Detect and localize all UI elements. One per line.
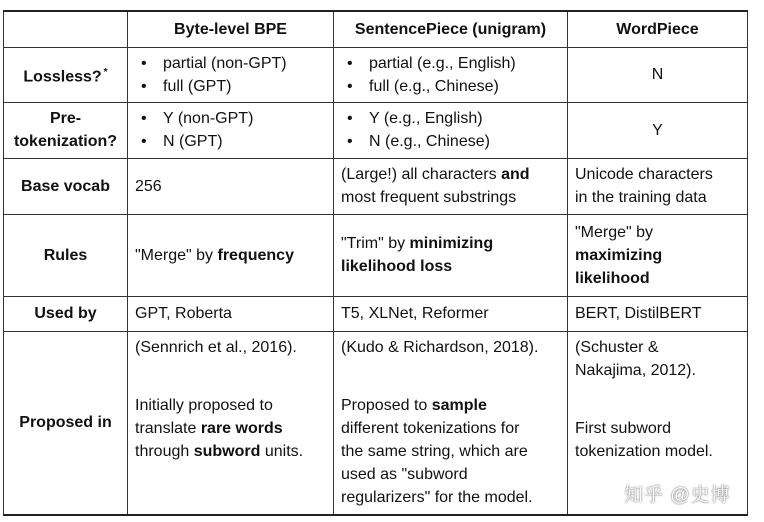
- cell-base-vocab-wp: Unicode characters in the training data: [568, 158, 748, 214]
- cell-base-vocab-sp: (Large!) all characters and most frequent substrings: [334, 158, 568, 214]
- tokenizer-comparison-table: [3, 10, 748, 516]
- list-item: • full (GPT): [163, 75, 326, 98]
- cell-lossless-wp: N: [568, 47, 748, 102]
- header-empty: [4, 11, 128, 47]
- bold-maximizing: maximizing: [575, 246, 663, 264]
- cell-lossless-bpe: [128, 47, 334, 102]
- zhihu-watermark: 知乎 @史博: [624, 485, 731, 506]
- row-label-used-by: Used by: [4, 296, 128, 331]
- pretok-label-line1: Pre-: [49, 110, 82, 127]
- row-label-proposed-in: Proposed in: [4, 331, 128, 515]
- bold-minimizing: minimizing: [409, 235, 494, 252]
- row-lossless: [4, 47, 748, 102]
- row-label-lossless: [4, 47, 128, 102]
- list-item: • Y (e.g., English): [369, 107, 560, 130]
- cell-used-by-sp: T5, XLNet, Reformer: [334, 296, 568, 331]
- citation: (Sennrich et al., 2016).: [135, 338, 297, 356]
- list-item: • full (e.g., Chinese): [369, 75, 560, 98]
- cell-pretok-bpe: [128, 102, 334, 158]
- list-item: • partial (e.g., English): [369, 52, 560, 75]
- row-base-vocab: [4, 158, 748, 214]
- cell-pretok-wp: Y: [568, 102, 748, 158]
- list-item: • N (GPT): [163, 130, 326, 153]
- cell-proposed-wp: (Schuster & Nakajima, 2012). First subword tokenization model.: [568, 331, 748, 515]
- cell-pretok-sp: [334, 102, 568, 158]
- row-used-by: [4, 296, 748, 331]
- row-rules: [4, 214, 748, 296]
- bold-likelihood-loss: likelihood loss: [341, 258, 453, 275]
- bold-sample: sample: [431, 396, 487, 414]
- cell-rules-bpe: "Merge" by frequency: [128, 214, 334, 296]
- header-sentencepiece: SentencePiece (unigram): [334, 11, 568, 47]
- list-item: • Y (non-GPT): [163, 107, 326, 130]
- cell-used-by-wp: BERT, DistilBERT: [568, 296, 748, 331]
- bold-likelihood: likelihood: [575, 269, 650, 287]
- bold-rare-words: rare words: [200, 419, 283, 437]
- header-bpe: Byte-level BPE: [128, 11, 334, 47]
- lossless-label-text: Lossless?: [23, 68, 102, 86]
- citation: (Kudo & Richardson, 2018).: [341, 338, 539, 356]
- header-wordpiece: WordPiece: [568, 11, 748, 47]
- header-row: [4, 11, 748, 47]
- list-item: • N (e.g., Chinese): [369, 130, 560, 153]
- bold-and: and: [501, 166, 530, 183]
- row-label-pretokenization: [4, 102, 128, 158]
- row-label-rules: Rules: [4, 214, 128, 296]
- bold-frequency: frequency: [217, 246, 294, 264]
- list-item: • partial (non-GPT): [163, 52, 326, 75]
- pretok-label-line2: tokenization?: [13, 133, 118, 150]
- bold-subword: subword: [193, 442, 261, 460]
- cell-rules-sp: "Trim" by minimizing likelihood loss: [334, 214, 568, 296]
- citation: (Schuster &: [575, 338, 659, 356]
- cell-used-by-bpe: GPT, Roberta: [128, 296, 334, 331]
- cell-proposed-bpe: (Sennrich et al., 2016). Initially proposed to translate rare words through subword units.: [128, 331, 334, 515]
- row-pretokenization: [4, 102, 748, 158]
- cell-base-vocab-bpe: 256: [128, 158, 334, 214]
- row-label-base-vocab: Base vocab: [4, 158, 128, 214]
- cell-lossless-sp: [334, 47, 568, 102]
- cell-proposed-sp: (Kudo & Richardson, 2018). Proposed to sample different tokenizations for the same string, which are used as "subword regularizers" for the model.: [334, 331, 568, 515]
- cell-rules-wp: "Merge" by maximizing likelihood: [568, 214, 748, 296]
- lossless-star: *: [103, 66, 108, 78]
